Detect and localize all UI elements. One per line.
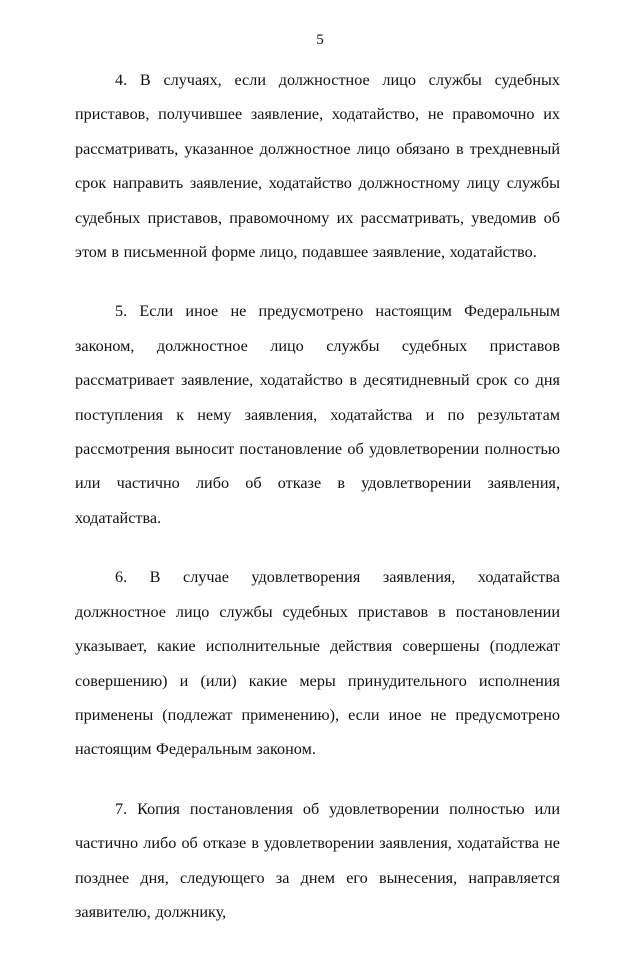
paragraph-4: 4. В случаях, если должностное лицо службы судебных приставов, получившее заявление, ходатайство, не правомочно их рассматривать, указанное должностное лицо обязано в трехдневный срок направить заявление, ходатайство должностному лицу службы судебных приставов, правомочному их рассматривать, уведомив об этом в письменной форме лицо, подавшее заявление, ходатайство. xyxy=(75,71,560,262)
paragraph-5: 5. Если иное не предусмотрено настоящим Федеральным законом, должностное лицо службы судебных приставов рассматривает заявление, ходатайство в десятидневный срок со дня поступления к нему заявления, ходатайства и по результатам рассмотрения выносит постановление об удовлетворении полностью или частично либо об отказе в удовлетворении заявления, ходатайства. xyxy=(75,302,560,527)
page-number: 5 xyxy=(316,32,324,48)
paragraph-7: 7. Копия постановления об удовлетворении полностью или частично либо об отказе в удовлетворении заявления, ходатайства не позднее дня, следующего за днем его вынесения, направляется заявителю, должнику, xyxy=(75,799,560,921)
document-body xyxy=(75,63,560,954)
paragraph-6: 6. В случае удовлетворения заявления, ходатайства должностное лицо службы судебных приставов в постановлении указывает, какие исполнительные действия совершены (подлежат совершению) и (или) какие меры принудительного исполнения применены (подлежат применению), если иное не предусмотрено настоящим Федеральным законом. xyxy=(75,568,560,759)
